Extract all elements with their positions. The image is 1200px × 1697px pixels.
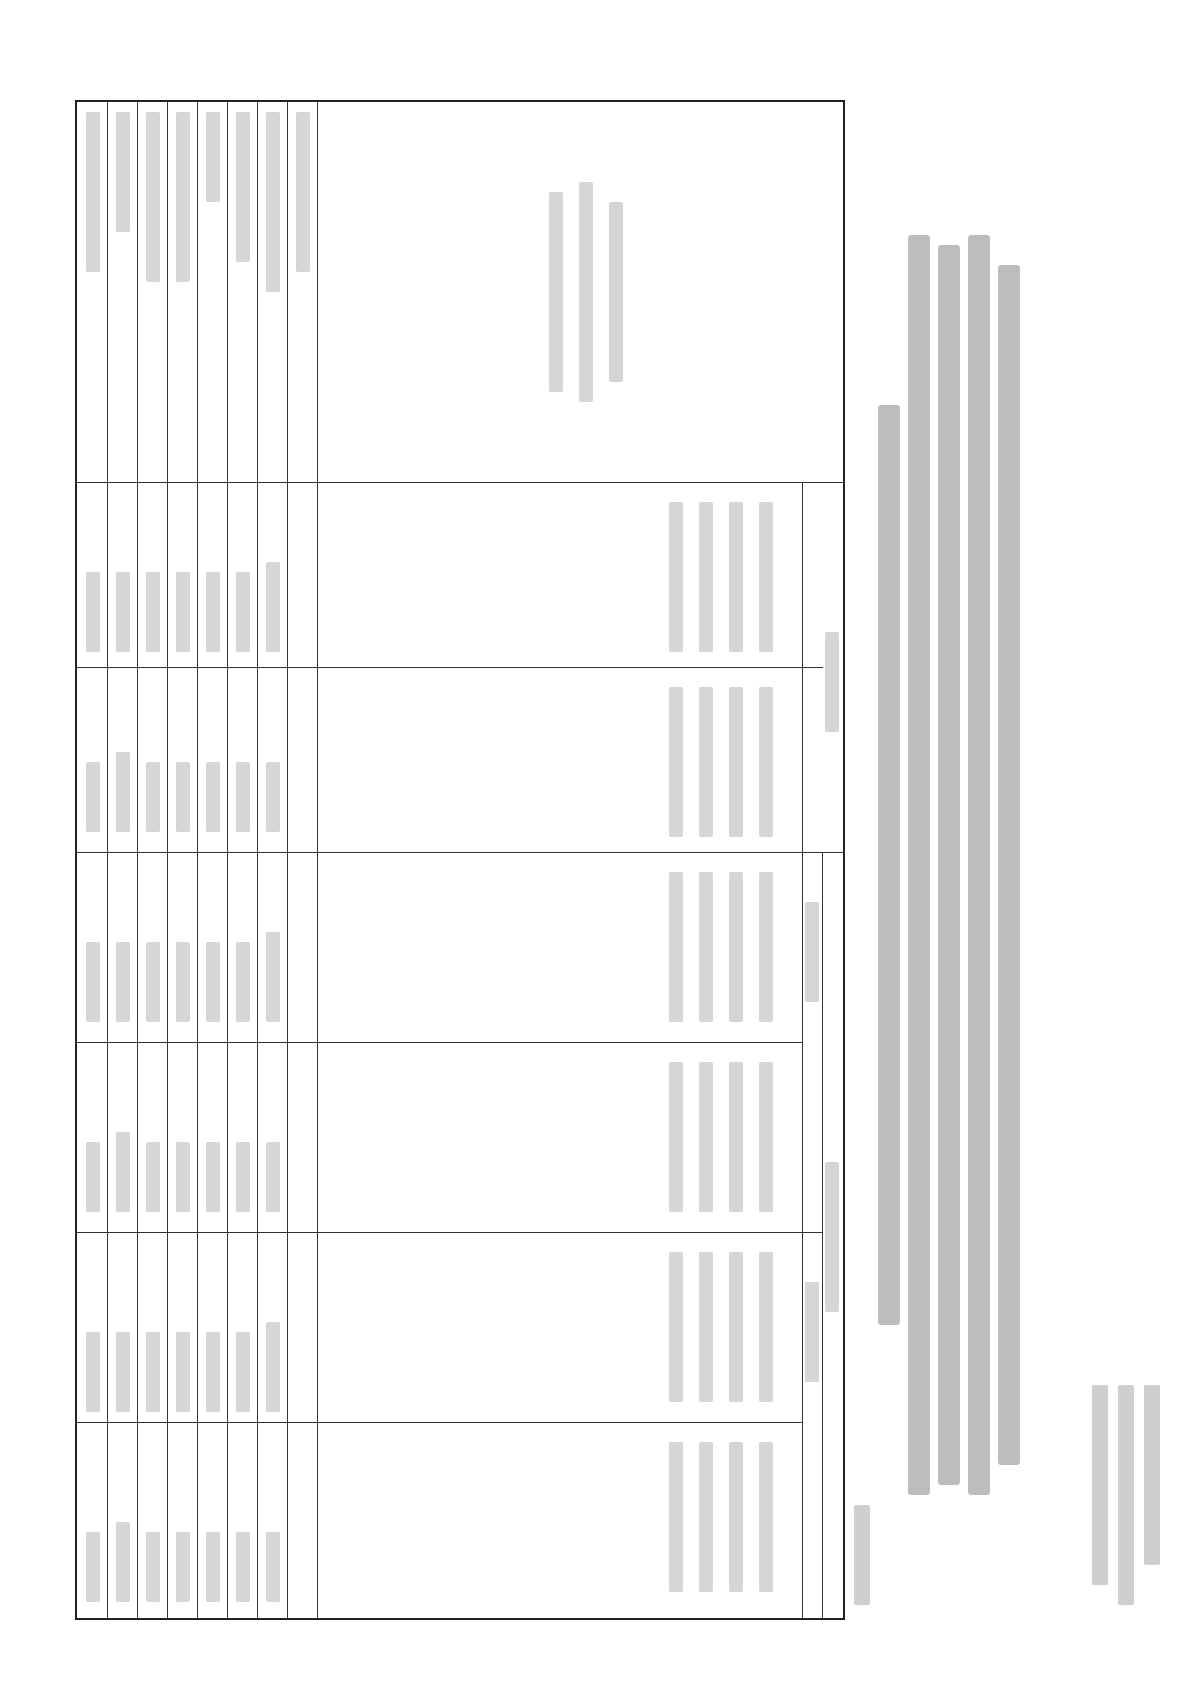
rotated-page-content bbox=[50, 85, 1170, 1645]
data-table bbox=[75, 100, 845, 1620]
